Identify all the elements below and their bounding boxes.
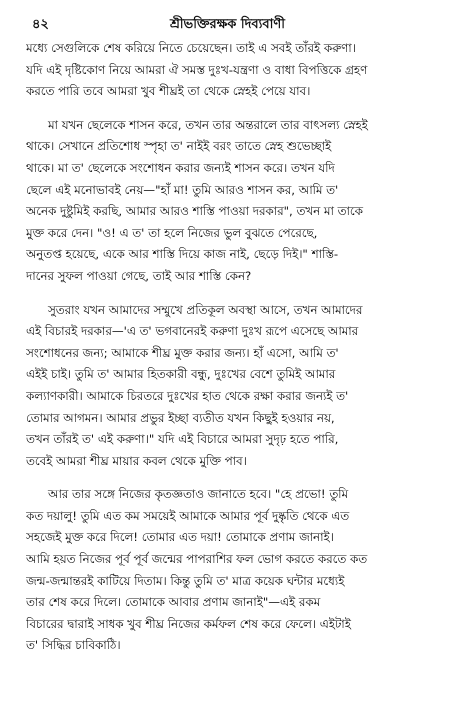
text-line: তবেই আমরা শীঘ্র মায়ার কবল থেকে মুক্তি পাব। bbox=[26, 453, 247, 468]
paragraph-2 bbox=[26, 115, 429, 288]
text-line: থাকে। মা ত' ছেলেকে সংশোধন করার জন্যই শাসন করে। তখন যদি bbox=[26, 160, 335, 175]
text-line: থাকে। সেখানে প্রতিশোধ স্পৃহা ত' নাইই বরং তাতে স্নেহ শুভেচ্ছাই bbox=[26, 139, 332, 154]
text-line: এইই চাই। তুমি ত' আমার হিতকারী বন্ধু, দুঃখের বেশে তুমিই আমার bbox=[26, 367, 336, 382]
page-header bbox=[26, 14, 429, 36]
text-line: এই বিচারই দরকার—'এ ত' ভগবানেরই করুণা দুঃখ রূপে এসেছে আমার bbox=[26, 324, 359, 339]
text-line: সংশোধনের জন্য; আমাকে শীঘ্র মুক্ত করার জন্য। হাঁ এসো, আমি ত' bbox=[26, 345, 339, 360]
text-line: সুতরাং যখন আমাদের সম্মুখে প্রতিকূল অবস্থা আসে, তখন আমাদের bbox=[48, 302, 363, 317]
text-line: কল্যাণকারী। আমাকে চিরতরে দুঃখের হাত থেকে রক্ষা করার জন্যই ত' bbox=[26, 388, 349, 403]
text-line: ছেলে এই মনোভাবই নেয়—"হাঁ মা! তুমি আরও শাসন কর, আমি ত' bbox=[26, 182, 339, 197]
paragraph-3 bbox=[26, 300, 429, 473]
running-title: শ্রীভক্তিরক্ষক দিব্যবাণী bbox=[169, 17, 285, 32]
text-line: মা যখন ছেলেকে শাসন করে, তখন তার অন্তরালে তার বাৎসল্য স্নেহই bbox=[48, 117, 368, 132]
text-line: মধ্যে সেগুলিকে শেষ করিয়ে নিতে চেয়েছেন। তাই এ সবই তাঁরই করুণা। bbox=[26, 41, 356, 55]
text-line: তখন তাঁরই ত' এই করুণা।" যদি এই বিচারে আমরা সুদৃঢ় হতে পারি, bbox=[26, 432, 339, 447]
text-line: তার শেষ করে দিলে। তোমাকে আবার প্রণাম জানাই"—এই রকম bbox=[26, 595, 321, 610]
paragraph-1 bbox=[26, 38, 429, 103]
text-line: মুক্ত করে দেন। "ও! এ ত' তা হলে নিজের ভুল বুঝতে পেরেছে, bbox=[26, 225, 318, 240]
text-line: করতে পারি তবে আমরা খুব শীঘ্রই তা থেকে স্নেহই পেয়ে যাব। bbox=[26, 84, 311, 99]
text-line: অনুতপ্ত হয়েছে, একে আর শাস্তি দিয়ে কাজ নাই, ছেড়ে দিই।" শাস্তি- bbox=[26, 247, 339, 262]
text-line: কত দয়ালু! তুমি এত কম সময়েই আমাকে আমার পূর্ব দুষ্কৃতি থেকে এত bbox=[26, 508, 350, 523]
text-line: বিচারের দ্বারাই সাধক খুব শীঘ্র নিজের কর্মফল শেষ করে ফেলে। এইটাই bbox=[26, 616, 351, 631]
text-line: দানের সুফল পাওয়া গেছে, তাই আর শাস্তি কেন? bbox=[26, 268, 252, 283]
text-line: অনেক দুষ্টুমিই করছি, আমার আরও শাস্তি পাওয়া দরকার", তখন মা তাকে bbox=[26, 204, 363, 219]
text-line: ত' সিদ্ধির চাবিকাঠি। bbox=[26, 638, 121, 653]
body-text bbox=[26, 38, 429, 657]
text-line: সহজেই মুক্ত করে দিলে! তোমার এত দয়া! তোমাকে প্রণাম জানাই। bbox=[26, 530, 334, 545]
text-line: তোমার আগমন। আমার প্রভুর ইচ্ছা ব্যতীত যখন কিছুই হওয়ার নয়, bbox=[26, 410, 335, 425]
paragraph-4 bbox=[26, 484, 429, 657]
text-line: আমি হয়ত নিজের পূর্ব পূর্ব জন্মের পাপরাশির ফল ভোগ করতে করতে কত bbox=[26, 552, 368, 567]
text-line: জন্ম-জন্মান্তরই কাটিয়ে দিতাম। কিন্তু তুমি ত' মাত্র কয়েক ঘন্টার মধ্যেই bbox=[26, 573, 345, 588]
page-number: ৪২ bbox=[32, 17, 49, 32]
text-line: আর তার সঙ্গে নিজের কৃতজ্ঞতাও জানাতে হবে। "হে প্রভো! তুমি bbox=[48, 487, 349, 502]
text-line: যদি এই দৃষ্টিকোণ নিয়ে আমরা ঐ সমস্ত দুঃখ-যন্ত্রণা ও বাধা বিপত্তিকে গ্রহণ bbox=[26, 62, 368, 77]
